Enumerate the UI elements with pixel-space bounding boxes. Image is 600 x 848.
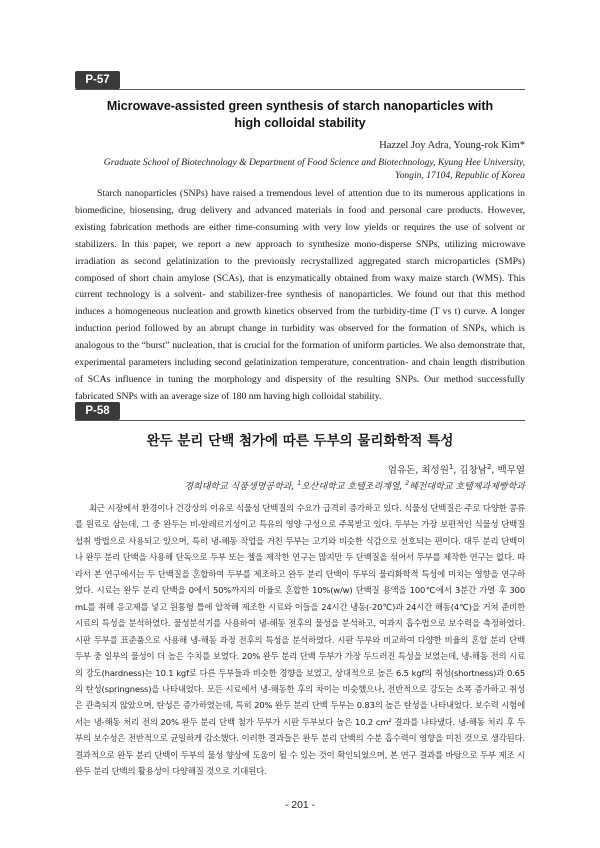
abstract-number-badge: P-57 bbox=[75, 71, 120, 89]
affiliation-marker: 1 bbox=[448, 463, 454, 471]
section-divider bbox=[75, 89, 525, 90]
affiliation bbox=[75, 477, 525, 494]
abstract-body: Starch nanoparticles (SNPs) have raised a tremendous level of attention due to its numerous applications in biomedicine, biosensing, drug delivery and advanced materials in food and personal care products. However, existing fabrication methods are either time-consuming with very low yields or requires the use of solvent or stabilizers. In this paper, we report a new approach to synthesize mono-disperse SNPs, utilizing microwave irradiation as second gelatinization to the previously recrystallized aggregated starch microparticles (SMPs) composed of short chain amylose (SCAs), that is enzymatically obtained from waxy maize starch (WMS). This current technology is a solvent- and stabilizer-free synthesis of nanoparticles. We found out that this method induces a homogeneous nucleation and growth kinetics observed from the turbidity-time (T vs t) curve. A longer induction period followed by an abrupt change in turbidity was observed for the formation of SNPs, which is analogous to the “burst” nucleation, that is crucial for the formation of uniform particles. We also demonstrate that, experimental parameters including second gelatinization temperature, concentration- and chain length distribution of SCAs influence in tuning the morphology and dispersity of the resulting SNPs. Our method successfully fabricated SNPs with an average size of 180 nm having high colloidal stability. bbox=[75, 188, 525, 402]
affiliation-line: Graduate School of Biotechnology & Department of Food Science and Biotechnology, Kyung Hee University, bbox=[103, 157, 525, 168]
affiliation-marker: 2 bbox=[486, 463, 492, 471]
affiliation-part: 경희대학교 식품생명공학과, bbox=[184, 482, 298, 492]
author-list bbox=[388, 461, 525, 477]
affiliation-marker: 2 bbox=[405, 480, 410, 487]
abstract-title-line: high colloidal stability bbox=[234, 116, 366, 130]
author-name: 엄유돈, 최성원 bbox=[387, 465, 449, 477]
abstract-title-line: Microwave-assisted green synthesis of starch nanoparticles with bbox=[106, 99, 494, 113]
author-name: , 백무열 bbox=[491, 465, 525, 477]
author-list: Hazzel Joy Adra, Young-rok Kim* bbox=[379, 140, 525, 151]
abstract-number-badge: P-58 bbox=[75, 402, 120, 420]
affiliation-part: 오산대학교 호텔조리계열, bbox=[301, 482, 406, 492]
abstract-body: 최근 시장에서 환경이나 건강상의 이유로 식물성 단백질의 수요가 급격히 증가하고 있다. 식물성 단백질은 주로 다양한 콩류를 원료로 삼는데, 그 중 완두는 비-알레르기성이고 특유의 영양 구성으로 주목받고 있다. 두부는 가장 보편적인 식물성 단백질 섭취 방법으로 사용되고 있으며, 특히 냉-해동 작업을 거친 두부는 고기와 비슷한 식감으로 선호되는 편이다. 대두 분리 단백이나 완두 분리 단백을 사용해 단독으로 두부 또는 젤을 제작한 연구는 많지만 두 단백질을 섞어서 두부를 제작한 연구는 없다. 따라서 본 연구에서는 두 단백질을 혼합하여 두부를 제조하고 완두 분리 단백이 두부의 물리화학적 특성에 미치는 영향을 연구하였다. 시료는 완두 분리 단백을 0에서 50%까지의 비율로 혼합한 10%(w/w) 단백질 용액을 100℃에서 3분간 가열 후 300 mL를 취해 응고제를 넣고 원통형 틀에 압착해 제조한 시료와 이들을 24시간 냉동(-20℃)과 24시간 해동(4℃)을 거쳐 준비한 시료의 특성을 분석하였다. 물성분석기를 사용하여 냉-해동 전후의 물성을 분석하고, 여과지 흡수법으로 보수력을 측정하였다. 시판 두부를 표준품으로 사용해 냉-해동 과정 전후의 특성을 분석하였다. 시판 두부와 비교하여 다양한 비율의 혼합 분리 단백 두부 중 일부의 물성이 더 높은 수치를 보였다. 20% 완두 분리 단백 두부가 가장 두드러진 특성을 보였는데, 냉-해동 전의 시료의 강도(hardness)는 10.1 kgf로 다른 두부들과 비슷한 경향을 보였고, 상대적으로 높은 6.5 kgf의 취성(shortness)과 0.65의 탄성(springness)을 나타내었다. 모든 시료에서 냉-해동한 후의 차이는 비슷했으나, 전반적으로 강도는 소폭 증가하고 취성은 관측되지 않았으며, 탄성은 증가하였는데, 특히 20% 완두 분리 단백 두부는 0.83의 높은 탄성을 나타내었다. 보수력 시험에서는 냉-해동 처리 전의 20% 완두 분리 단백 첨가 두부가 시판 두부보다 높은 10.2 cm² 결과를 나타냈다. 냉-해동 처리 후 두부의 보수성은 전반적으로 균일하게 감소했다. 이러한 결과들은 완두 분리 단백의 수분 흡수력이 영향을 미친 것으로 생각된다. 결과적으로 완두 분리 단백이 두부의 물성 향상에 도움이 될 수 있는 것이 확인되었으며, 본 연구 결과를 바탕으로 두부 제조 시 완두 분리 단백의 활용성이 다양해질 것으로 기대된다. bbox=[75, 503, 525, 777]
abstract-title: 완두 분리 단백 첨가에 따른 두부의 물리화학적 특성 bbox=[146, 433, 454, 449]
abstract-title bbox=[75, 98, 525, 132]
affiliation bbox=[75, 156, 525, 182]
affiliation-line: Yongin, 17104, Republic of Korea bbox=[395, 170, 525, 181]
affiliation-part: 혜전대학교 호텔제과제빵학과 bbox=[409, 482, 525, 492]
affiliation-marker: 1 bbox=[297, 480, 302, 487]
author-name: , 김창남 bbox=[453, 465, 487, 477]
section-divider bbox=[75, 420, 525, 421]
page-number: - 201 - bbox=[284, 799, 316, 811]
